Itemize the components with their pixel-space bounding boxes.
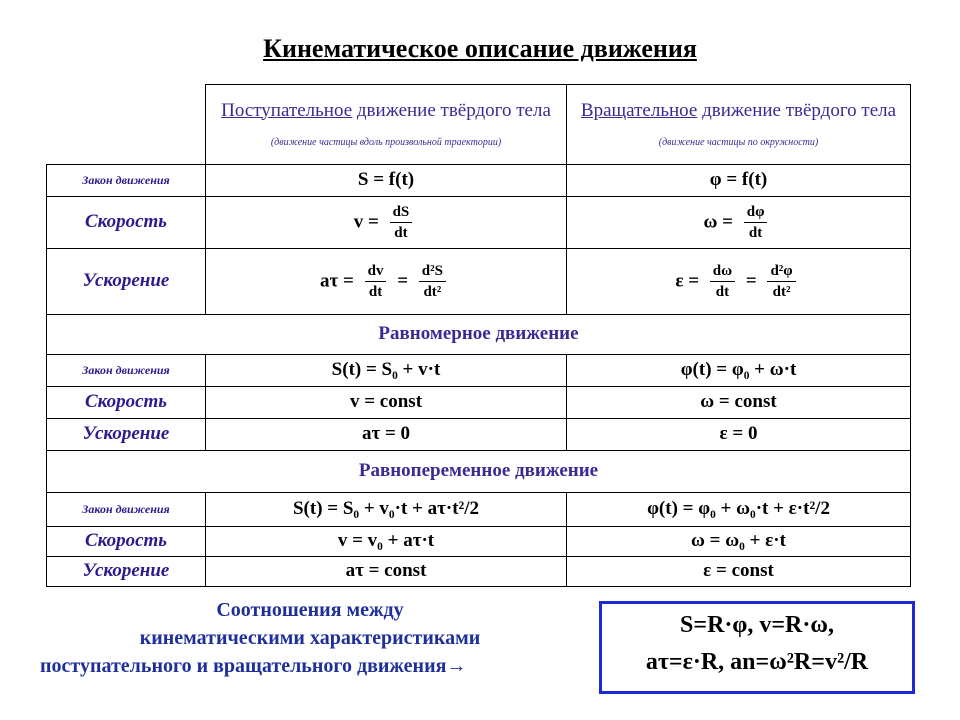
acc-t-den2: dt²	[423, 284, 442, 300]
page-title: Кинематическое описание движения	[263, 34, 697, 63]
uniform-acceleration-row	[47, 419, 911, 451]
variable-acceleration-translational: aτ = const	[206, 557, 567, 587]
uniform-law-row	[47, 355, 911, 387]
variable-law-row	[47, 493, 911, 527]
acc-t-den1: dt	[368, 284, 383, 300]
acc-t-num1: dv	[365, 263, 387, 283]
general-law-row	[47, 165, 911, 197]
label-velocity-variable: Скорость	[47, 527, 206, 557]
variable-acceleration-row	[47, 557, 911, 587]
general-law-translational: S = f(t)	[206, 165, 567, 197]
formula-line-2: aτ=ε·R, an=ω²R=v²/R	[645, 649, 869, 675]
header-translational-sub: (движение частицы вдоль произвольной траектории)	[270, 137, 502, 149]
variable-section-title: Равнопеременное движение	[47, 451, 911, 493]
acc-t-num2: d²S	[419, 263, 446, 283]
acc-r-lhs: ε =	[675, 269, 700, 291]
variable-law-translational: S(t) = S₀ + v₀·t + aτ·t²/2	[206, 493, 567, 527]
header-row	[47, 85, 911, 165]
header-translational-rest: движение твёрдого тела	[352, 99, 551, 121]
label-acceleration-variable: Ускорение	[47, 557, 206, 587]
variable-velocity-translational: v = v₀ + aτ·t	[206, 527, 567, 557]
acc-t-eq: =	[397, 269, 409, 291]
formula-line-1: S=R·φ, v=R·ω,	[680, 612, 834, 638]
vel-t-den: dt	[394, 225, 408, 241]
label-law-variable: Закон движения	[47, 493, 206, 527]
uniform-section-title: Равномерное движение	[47, 315, 911, 355]
uniform-law-rotational: φ(t) = φ₀ + ω·t	[567, 355, 911, 387]
uniform-velocity-row	[47, 387, 911, 419]
label-velocity-uniform: Скорость	[47, 387, 206, 419]
uniform-law-translational: S(t) = S₀ + v·t	[206, 355, 567, 387]
uniform-section-row	[47, 315, 911, 355]
vel-t-num: dS	[390, 204, 413, 224]
blank-corner-cell	[47, 85, 206, 165]
variable-velocity-rotational: ω = ω₀ + ε·t	[567, 527, 911, 557]
acc-r-fraction-1	[710, 263, 735, 301]
general-acceleration-row	[47, 249, 911, 315]
uniform-velocity-rotational: ω = const	[567, 387, 911, 419]
uniform-acceleration-translational: aτ = 0	[206, 419, 567, 451]
relations-line-2: кинематическими характеристиками	[139, 627, 481, 649]
acc-r-fraction-2	[767, 263, 795, 301]
header-translational	[206, 85, 567, 165]
relations-formula-box	[599, 601, 915, 694]
kinematics-table	[46, 84, 911, 587]
label-law-uniform: Закон движения	[47, 355, 206, 387]
vel-r-num: dφ	[744, 204, 768, 224]
acc-t-lhs: aτ =	[320, 269, 354, 291]
vel-r-den: dt	[748, 225, 763, 241]
relations-caption	[30, 596, 590, 680]
general-law-rotational: φ = f(t)	[567, 165, 911, 197]
label-velocity-general: Скорость	[47, 197, 206, 249]
acc-t-fraction-2	[419, 263, 446, 301]
uniform-velocity-translational: v = const	[206, 387, 567, 419]
vel-t-lhs: v =	[353, 210, 379, 232]
header-rotational-sub: (движение частицы по окружности)	[658, 137, 819, 149]
general-acceleration-translational	[206, 249, 567, 315]
acc-r-num2: d²φ	[767, 263, 795, 283]
variable-velocity-row	[47, 527, 911, 557]
general-velocity-rotational	[567, 197, 911, 249]
vel-r-fraction	[744, 204, 768, 242]
header-translational-main: Поступательное	[221, 99, 353, 121]
acc-t-fraction-1	[365, 263, 387, 301]
header-rotational	[567, 85, 911, 165]
acc-r-den1: dt	[715, 284, 730, 300]
general-acceleration-rotational	[567, 249, 911, 315]
variable-law-rotational: φ(t) = φ₀ + ω₀·t + ε·t²/2	[567, 493, 911, 527]
variable-section-row	[47, 451, 911, 493]
relations-line-3: поступательного и вращательного движения→	[40, 655, 467, 677]
label-acceleration-uniform: Ускорение	[47, 419, 206, 451]
acc-r-eq: =	[745, 269, 757, 291]
label-law-general: Закон движения	[47, 165, 206, 197]
general-velocity-translational	[206, 197, 567, 249]
label-acceleration-general: Ускорение	[47, 249, 206, 315]
acc-r-den2: dt²	[772, 284, 791, 300]
header-rotational-main: Вращательное	[580, 99, 698, 121]
uniform-acceleration-rotational: ε = 0	[567, 419, 911, 451]
vel-r-lhs: ω =	[703, 210, 733, 232]
general-velocity-row	[47, 197, 911, 249]
variable-acceleration-rotational: ε = const	[567, 557, 911, 587]
vel-t-fraction	[390, 204, 413, 242]
header-rotational-rest: движение твёрдого тела	[697, 99, 897, 121]
relations-line-1: Соотношения между	[216, 599, 404, 621]
acc-r-num1: dω	[710, 263, 735, 283]
